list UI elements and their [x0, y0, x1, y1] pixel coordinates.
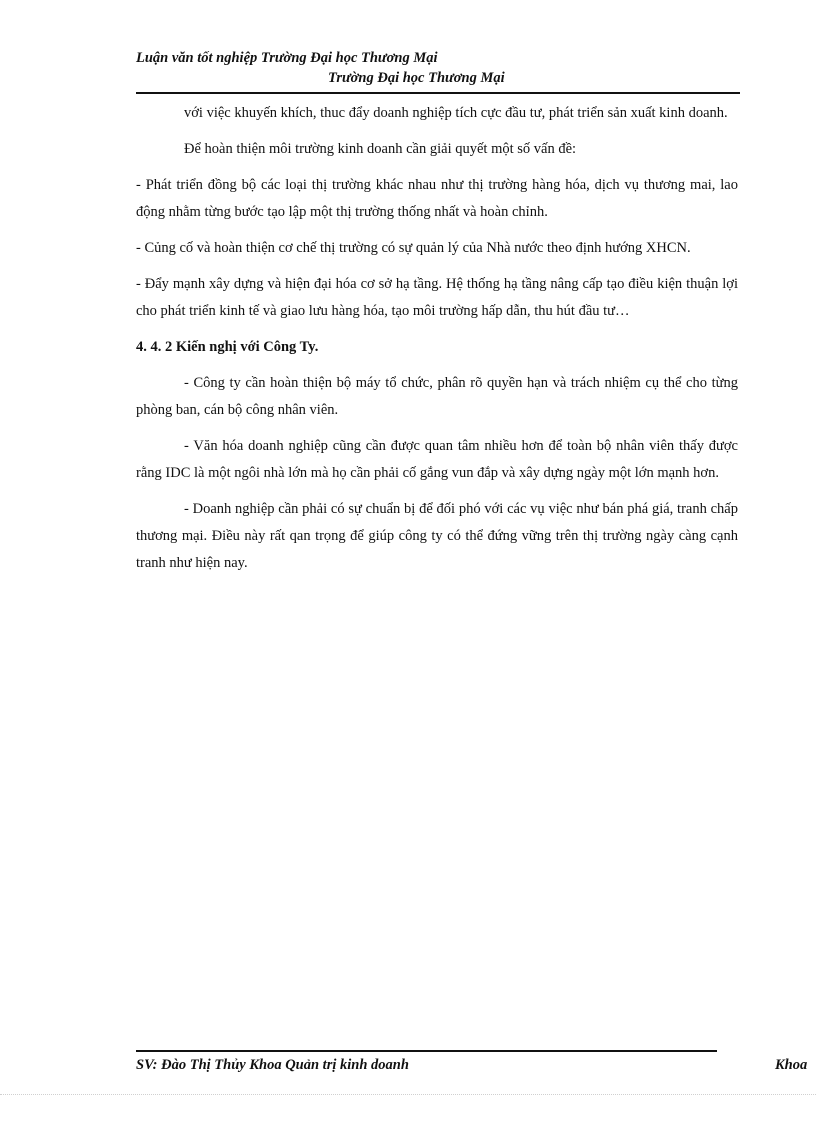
- footer-faculty: Khoa: [775, 1057, 808, 1073]
- paragraph-continuation: với việc khuyến khích, thuc đẩy doanh nghiệp tích cực đầu tư, phát triển sản xuất kinh doanh.: [184, 105, 728, 121]
- paragraph-intro: Để hoàn thiện môi trường kinh doanh cần giải quyết một số vấn đề:: [184, 141, 577, 157]
- paragraph-bullet-infrastructure: - Đẩy mạnh xây dựng và hiện đại hóa cơ sở hạ tầng. Hệ thống hạ tầng nâng cấp tạo điều kiện thuận lợi cho phát triển kinh tế và giao lưu hàng hóa, tạo môi trường hấp dẫn, thu hút đầu tư…: [136, 276, 738, 319]
- section-heading: 4. 4. 2 Kiến nghị với Công Ty.: [136, 339, 319, 355]
- page-edge: [0, 1094, 816, 1095]
- header-rule: [136, 92, 740, 94]
- header-subtitle: Trường Đại học Thương Mại: [328, 70, 505, 86]
- paragraph-bullet-mechanism: - Củng cố và hoàn thiện cơ chế thị trường có sự quản lý của Nhà nước theo định hướng XHCN.: [136, 240, 691, 256]
- paragraph-bullet-organization: - Công ty cần hoàn thiện bộ máy tổ chức, phân rõ quyền hạn và trách nhiệm cụ thể cho từng phòng ban, cán bộ công nhân viên.: [136, 375, 738, 418]
- header-title: Luận văn tốt nghiệp Trường Đại học Thương Mại: [136, 50, 438, 66]
- footer-student: SV: Đào Thị Thủy Khoa Quản trị kinh doanh: [136, 1057, 409, 1073]
- paragraph-bullet-culture: - Văn hóa doanh nghiệp cũng cần được quan tâm nhiều hơn để toàn bộ nhân viên thấy được rằng IDC là một ngôi nhà lớn mà họ cần phải cố gắng vun đắp và xây dựng ngày một lớn mạnh hơn.: [136, 438, 738, 481]
- document-body: [136, 100, 738, 586]
- paragraph-bullet-markets: - Phát triển đồng bộ các loại thị trường khác nhau như thị trường hàng hóa, dịch vụ thương mai, lao động nhằm từng bước tạo lập một thị trường thống nhất và hoàn chỉnh.: [136, 177, 738, 220]
- footer-rule: [136, 1050, 717, 1052]
- paragraph-bullet-preparation: - Doanh nghiệp cần phải có sự chuẩn bị để đối phó với các vụ việc như bán phá giá, tranh chấp thương mại. Điều này rất qan trọng để giúp công ty có thể đứng vững trên thị trường ngày càng cạnh tranh như hiện nay.: [136, 501, 738, 571]
